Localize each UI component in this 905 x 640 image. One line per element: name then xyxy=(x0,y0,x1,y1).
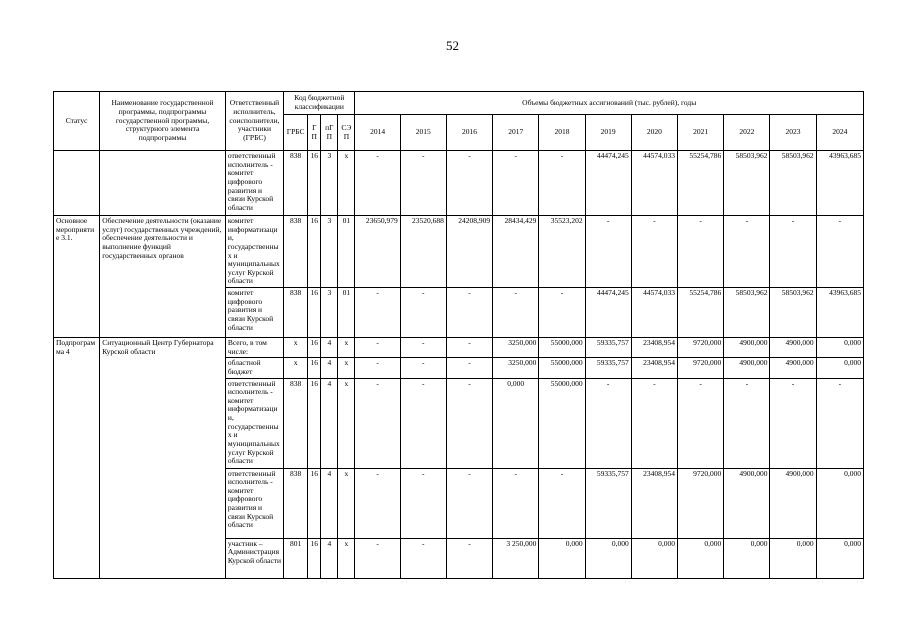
code-pgp-cell: 3 xyxy=(321,151,338,216)
header-year: 2018 xyxy=(539,115,585,151)
value-cell: 23520,688 xyxy=(400,216,446,288)
value-cell: - xyxy=(355,468,400,538)
value-cell: 23650,979 xyxy=(355,216,400,288)
value-cell: 9720,000 xyxy=(678,468,724,538)
code-gp-cell: 16 xyxy=(308,538,321,578)
value-cell: 4900,000 xyxy=(770,358,816,378)
value-cell: 23408,954 xyxy=(631,358,677,378)
value-cell: - xyxy=(493,151,539,216)
value-cell: 0,000 xyxy=(816,338,863,358)
value-cell: 0,000 xyxy=(493,378,539,468)
value-cell: - xyxy=(400,288,446,338)
header-year: 2019 xyxy=(585,115,631,151)
value-cell: 0,000 xyxy=(539,538,585,578)
value-cell: - xyxy=(631,378,677,468)
header-year: 2020 xyxy=(631,115,677,151)
value-cell: - xyxy=(631,216,677,288)
code-grbs-cell: 838 xyxy=(284,216,308,288)
value-cell: 9720,000 xyxy=(678,358,724,378)
executor-cell: ответственный исполнитель - комитет цифрового развития и связи Курской области xyxy=(225,468,283,538)
value-cell: 0,000 xyxy=(678,538,724,578)
header-year: 2024 xyxy=(816,115,863,151)
value-cell: 3250,000 xyxy=(493,358,539,378)
header-year: 2017 xyxy=(493,115,539,151)
executor-cell: ответственный исполнитель - комитет цифрового развития и связи Курской области xyxy=(225,151,283,216)
header-year: 2016 xyxy=(446,115,492,151)
value-cell: 0,000 xyxy=(816,468,863,538)
header-code-grbs: ГРБС xyxy=(284,115,308,151)
value-cell: 55000,000 xyxy=(539,338,585,358)
name-cell: Ситуационный Центр Губернатора Курской области xyxy=(100,338,226,579)
code-sep-cell: 01 xyxy=(338,216,355,288)
value-cell: 59335,757 xyxy=(585,358,631,378)
header-code-pgp: пГП xyxy=(321,115,338,151)
value-cell: 59335,757 xyxy=(585,338,631,358)
value-cell: - xyxy=(446,288,492,338)
value-cell: - xyxy=(400,538,446,578)
value-cell: - xyxy=(724,216,770,288)
value-cell: 0,000 xyxy=(631,538,677,578)
code-pgp-cell: 4 xyxy=(321,338,338,358)
value-cell: - xyxy=(770,216,816,288)
value-cell: 24208,909 xyxy=(446,216,492,288)
value-cell: - xyxy=(678,378,724,468)
header-year: 2021 xyxy=(678,115,724,151)
value-cell: 4900,000 xyxy=(724,358,770,378)
value-cell: 55000,000 xyxy=(539,358,585,378)
code-sep-cell: x xyxy=(338,358,355,378)
value-cell: 58503,962 xyxy=(770,151,816,216)
header-code-gp: ГП xyxy=(308,115,321,151)
value-cell: 4900,000 xyxy=(770,468,816,538)
value-cell: - xyxy=(446,358,492,378)
value-cell: 55000,000 xyxy=(539,378,585,468)
header-executor: Ответственный исполнитель, соисполнители, участники (ГРБС) xyxy=(225,92,283,151)
value-cell: 43963,685 xyxy=(816,288,863,338)
table-row xyxy=(54,151,864,216)
value-cell: - xyxy=(400,468,446,538)
value-cell: - xyxy=(446,338,492,358)
budget-allocation-table xyxy=(53,91,864,579)
value-cell: 3 250,000 xyxy=(493,538,539,578)
status-cell: Основное мероприятие 3.1. xyxy=(54,216,100,338)
table-header-row xyxy=(54,92,864,115)
value-cell: - xyxy=(355,358,400,378)
executor-cell: комитет цифрового развития и связи Курской области xyxy=(225,288,283,338)
header-status: Статус xyxy=(54,92,100,151)
value-cell: 58503,962 xyxy=(724,288,770,338)
value-cell: 3250,000 xyxy=(493,338,539,358)
value-cell: 4900,000 xyxy=(724,468,770,538)
value-cell: - xyxy=(355,288,400,338)
value-cell: 0,000 xyxy=(816,358,863,378)
value-cell: - xyxy=(770,378,816,468)
value-cell: - xyxy=(446,468,492,538)
value-cell: - xyxy=(539,468,585,538)
value-cell: 58503,962 xyxy=(724,151,770,216)
value-cell: 58503,962 xyxy=(770,288,816,338)
value-cell: - xyxy=(585,216,631,288)
value-cell: 44574,033 xyxy=(631,288,677,338)
executor-cell: областной бюджет xyxy=(225,358,283,378)
header-year: 2022 xyxy=(724,115,770,151)
code-sep-cell: x xyxy=(338,338,355,358)
value-cell: - xyxy=(400,151,446,216)
value-cell: - xyxy=(585,378,631,468)
value-cell: - xyxy=(355,378,400,468)
code-gp-cell: 16 xyxy=(308,358,321,378)
code-pgp-cell: 4 xyxy=(321,538,338,578)
executor-cell: участник – Администрация Курской области xyxy=(225,538,283,578)
name-cell xyxy=(100,151,226,216)
value-cell: 0,000 xyxy=(816,538,863,578)
name-cell: Обеспечение деятельности (оказание услуг) государственных учреждений, обеспечение деятельности и выполнение функций государственных органов xyxy=(100,216,226,338)
table-row xyxy=(54,338,864,358)
code-grbs-cell: 801 xyxy=(284,538,308,578)
value-cell: 43963,685 xyxy=(816,151,863,216)
code-sep-cell: x xyxy=(338,151,355,216)
header-code-sep: СЭП xyxy=(338,115,355,151)
value-cell: 44474,245 xyxy=(585,151,631,216)
value-cell: - xyxy=(493,468,539,538)
code-pgp-cell: 3 xyxy=(321,288,338,338)
header-name: Наименование государственной программы, подпрограммы государственной программы, структурного элемента подпрограммы xyxy=(100,92,226,151)
code-grbs-cell: 838 xyxy=(284,288,308,338)
code-gp-cell: 16 xyxy=(308,216,321,288)
value-cell: - xyxy=(400,338,446,358)
executor-cell: ответственный исполнитель - комитет информатизации, государственных и муниципальных услуг Курской области xyxy=(225,378,283,468)
value-cell: 0,000 xyxy=(724,538,770,578)
table-row xyxy=(54,216,864,288)
value-cell: 44574,033 xyxy=(631,151,677,216)
header-year: 2014 xyxy=(355,115,400,151)
code-sep-cell: 01 xyxy=(338,288,355,338)
code-gp-cell: 16 xyxy=(308,378,321,468)
code-pgp-cell: 4 xyxy=(321,358,338,378)
executor-cell: комитет информатизации, государственных и муниципальных услуг Курской области xyxy=(225,216,283,288)
value-cell: - xyxy=(816,378,863,468)
value-cell: 4900,000 xyxy=(770,338,816,358)
code-gp-cell: 16 xyxy=(308,468,321,538)
value-cell: - xyxy=(446,538,492,578)
code-sep-cell: x xyxy=(338,538,355,578)
value-cell: - xyxy=(678,216,724,288)
value-cell: - xyxy=(446,151,492,216)
code-grbs-cell: x xyxy=(284,358,308,378)
header-year: 2023 xyxy=(770,115,816,151)
value-cell: - xyxy=(724,378,770,468)
code-gp-cell: 16 xyxy=(308,288,321,338)
value-cell: - xyxy=(355,151,400,216)
value-cell: 23408,954 xyxy=(631,338,677,358)
value-cell: - xyxy=(400,378,446,468)
status-cell: Подпрограмма 4 xyxy=(54,338,100,579)
value-cell: 35523,202 xyxy=(539,216,585,288)
value-cell: 44474,245 xyxy=(585,288,631,338)
code-gp-cell: 16 xyxy=(308,151,321,216)
value-cell: 9720,000 xyxy=(678,338,724,358)
value-cell: - xyxy=(539,151,585,216)
code-sep-cell: x xyxy=(338,378,355,468)
value-cell: 0,000 xyxy=(770,538,816,578)
code-sep-cell: x xyxy=(338,468,355,538)
code-grbs-cell: x xyxy=(284,338,308,358)
value-cell: - xyxy=(493,288,539,338)
page-number: 52 xyxy=(446,38,459,53)
value-cell: 23408,954 xyxy=(631,468,677,538)
value-cell: - xyxy=(539,288,585,338)
code-grbs-cell: 838 xyxy=(284,151,308,216)
value-cell: 28434,429 xyxy=(493,216,539,288)
code-pgp-cell: 4 xyxy=(321,378,338,468)
value-cell: 59335,757 xyxy=(585,468,631,538)
value-cell: - xyxy=(816,216,863,288)
value-cell: 55254,786 xyxy=(678,288,724,338)
value-cell: - xyxy=(446,378,492,468)
code-gp-cell: 16 xyxy=(308,338,321,358)
header-year: 2015 xyxy=(400,115,446,151)
code-pgp-cell: 3 xyxy=(321,216,338,288)
header-budget-code: Код бюджетной классификации xyxy=(284,92,355,115)
value-cell: - xyxy=(400,358,446,378)
value-cell: - xyxy=(355,338,400,358)
value-cell: 0,000 xyxy=(585,538,631,578)
code-pgp-cell: 4 xyxy=(321,468,338,538)
executor-cell: Всего, в том числе: xyxy=(225,338,283,358)
status-cell xyxy=(54,151,100,216)
value-cell: 55254,786 xyxy=(678,151,724,216)
value-cell: 4900,000 xyxy=(724,338,770,358)
header-volumes: Объемы бюджетных ассигнований (тыс. рублей), годы xyxy=(355,92,864,115)
code-grbs-cell: 838 xyxy=(284,378,308,468)
code-grbs-cell: 838 xyxy=(284,468,308,538)
value-cell: - xyxy=(355,538,400,578)
